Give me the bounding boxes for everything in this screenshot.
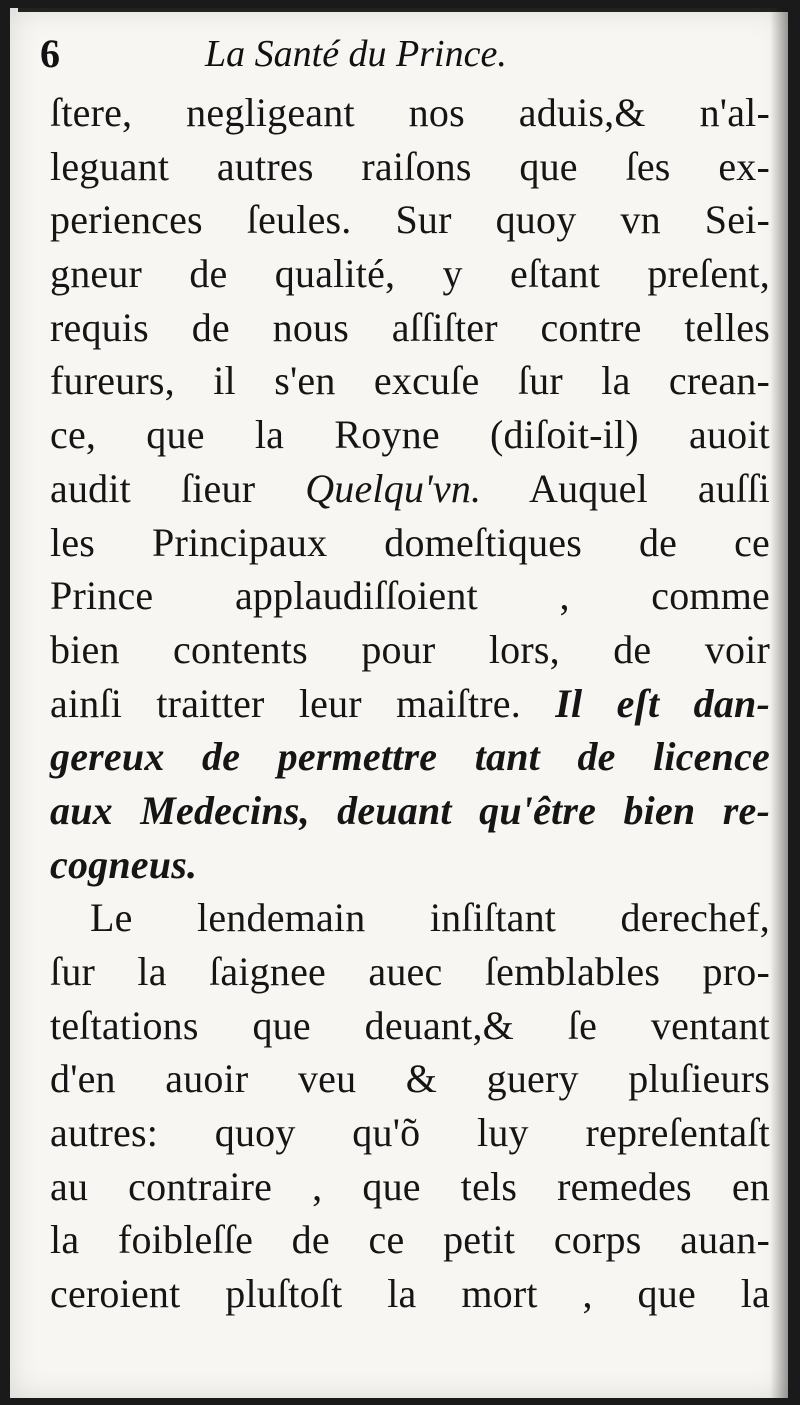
text-segment: audit ſieur [50, 465, 306, 511]
text-line: autres: quoy qu'õ luy repreſentaſt [50, 1110, 770, 1156]
italic-line: gereux de permettre tant de licence [50, 734, 770, 780]
text-line: Prince applaudiſſoient , comme [50, 573, 770, 619]
book-page [10, 8, 788, 1398]
top-border [18, 8, 788, 12]
text-line: teſtations que deuant,& ſe ventant [50, 1002, 770, 1048]
text-line: bien contents pour lors, de voir [50, 626, 770, 672]
italic-remark: Il eſt dan- [555, 680, 770, 726]
text-line: requis de nous aſſiſter contre telles [50, 304, 770, 350]
body-text [50, 86, 770, 1321]
page-number: 6 [40, 31, 60, 76]
page-header [10, 30, 788, 80]
text-line: ſtere, negligeant nos aduis,& n'al- [50, 90, 770, 135]
text-segment: ainſi traitter leur maiſtre. [50, 680, 556, 726]
text-line: gneur de qualité, y eſtant preſent, [50, 251, 770, 297]
italic-line: aux Medecins, deuant qu'être bien re- [50, 787, 770, 833]
text-line: leguant autres raiſons que ſes ex- [50, 143, 770, 189]
text-line: ce, que la Royne (diſoit-il) auoit [50, 412, 770, 458]
italic-name: Quelqu'vn. [305, 465, 482, 511]
text-line: ceroient pluſtoſt la mort , que la [50, 1271, 770, 1317]
text-line: fureurs, il s'en excuſe ſur la crean- [50, 358, 770, 404]
text-segment: Auquel auſſi [481, 465, 770, 511]
text-line [50, 677, 770, 731]
text-line: au contraire , que tels remedes en [50, 1163, 770, 1209]
text-line: d'en auoir veu & guery pluſieurs [50, 1056, 770, 1102]
text-line: ſur la ſaignee auec ſemblables pro- [50, 949, 770, 994]
text-line: les Principaux domeſtiques de ce [50, 519, 770, 565]
italic-line: cogneus. [50, 841, 198, 887]
text-line [50, 462, 770, 516]
page-gutter-shadow [770, 8, 788, 1398]
running-head: La Santé du Prince. [205, 33, 507, 75]
text-line: la foibleſſe de ce petit corps auan- [50, 1217, 770, 1263]
paragraph-start-line: Le lendemain inſiſtant derechef, [90, 895, 770, 941]
text-line: periences ſeules. Sur quoy vn Sei- [50, 197, 770, 243]
